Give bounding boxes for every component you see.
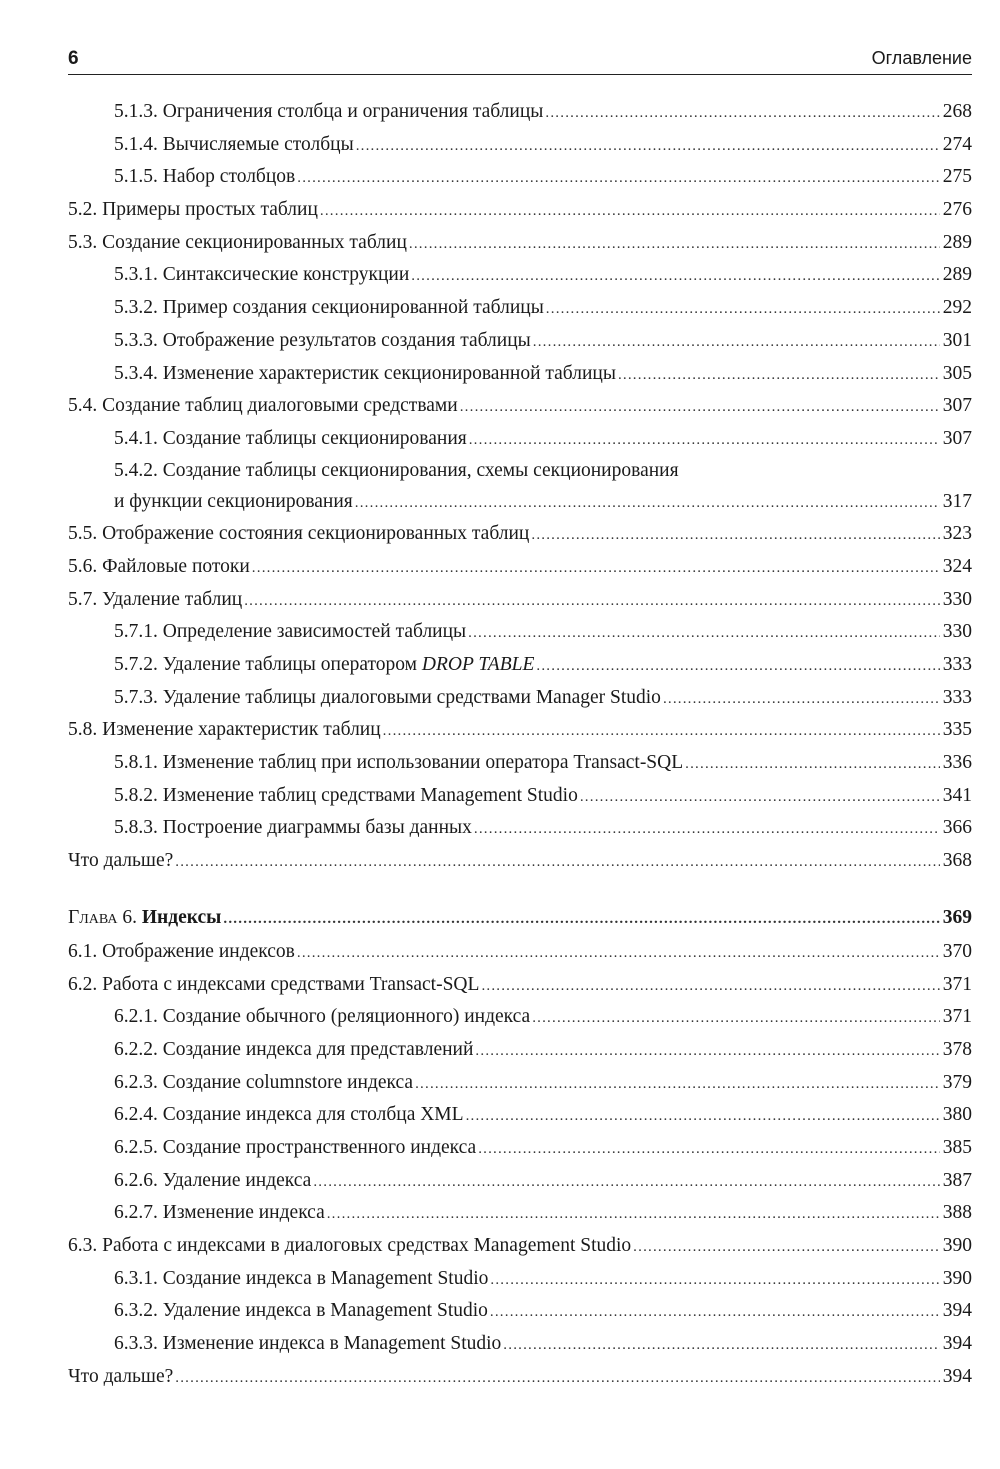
dot-leader xyxy=(490,1264,939,1297)
toc-entry[interactable] xyxy=(68,227,972,260)
dot-leader xyxy=(531,519,939,552)
dot-leader xyxy=(297,162,940,195)
toc-entry-page: 390 xyxy=(942,1235,972,1256)
chapter-title xyxy=(68,900,221,936)
toc-entry-title: 6.3.1. Создание индекса в Management Studio xyxy=(114,1267,489,1289)
toc-entry-title xyxy=(114,649,534,682)
dot-leader xyxy=(580,781,940,814)
toc-entry[interactable] xyxy=(68,551,972,584)
toc-entry-title: 5.7. Удаление таблиц xyxy=(68,588,243,610)
toc-entry[interactable] xyxy=(68,584,972,617)
toc-entry-page: 368 xyxy=(942,850,972,872)
toc-entry-page: 307 xyxy=(942,427,972,449)
toc-entry-title: 5.3. Создание секционированных таблиц xyxy=(68,231,407,253)
toc-entry-title: 6.2.4. Создание индекса для столбца XML xyxy=(114,1104,464,1126)
dot-leader xyxy=(663,683,940,716)
toc-entry-title: 5.7.1. Определение зависимостей таблицы xyxy=(114,621,467,643)
toc-entry-page: 333 xyxy=(942,654,972,675)
toc-entry[interactable] xyxy=(68,292,972,325)
toc-entry-title: 6.2. Работа с индексами средствами Transact-SQL xyxy=(68,973,480,995)
toc-entry-code: DROP TABLE xyxy=(421,654,535,675)
toc-entry[interactable] xyxy=(68,969,972,1002)
toc-entry-title: 5.4.1. Создание таблицы секционирования xyxy=(114,427,467,449)
toc-entry-title: 6.2.7. Изменение индекса xyxy=(114,1202,325,1224)
page-number: 6 xyxy=(68,48,79,69)
toc-entry[interactable] xyxy=(68,1230,972,1263)
dot-leader xyxy=(223,901,939,937)
dot-leader xyxy=(478,1133,940,1166)
dot-leader xyxy=(532,1002,940,1035)
toc-entry[interactable] xyxy=(68,747,972,780)
toc-entry-title-line2: и функции секционирования xyxy=(114,490,353,512)
toc-entry[interactable] xyxy=(68,1328,972,1361)
toc-entry-title: 6.2.6. Удаление индекса xyxy=(114,1169,312,1191)
toc-entry-title: 5.8.1. Изменение таблиц при использовании оператора Transact-SQL xyxy=(114,752,684,774)
toc-entry[interactable] xyxy=(68,1034,972,1067)
toc-entry-title: 5.8.2. Изменение таблиц средствами Management Studio xyxy=(114,784,578,806)
toc-entry-page: 394 xyxy=(942,1365,972,1387)
toc-entry[interactable] xyxy=(68,194,972,227)
dot-leader xyxy=(297,937,940,970)
dot-leader xyxy=(252,552,940,585)
dot-leader xyxy=(327,1198,940,1231)
dot-leader xyxy=(490,1296,940,1329)
toc-entry-page: 307 xyxy=(942,395,972,417)
toc-entry[interactable] xyxy=(68,1099,972,1132)
toc-group-chapter5-c xyxy=(68,682,972,878)
toc-entry-title: 5.4. Создание таблиц диалоговыми средствами xyxy=(68,395,458,417)
toc-entry[interactable] xyxy=(68,936,972,969)
toc-entry-title: Что дальше? xyxy=(68,850,174,872)
toc-entry[interactable] xyxy=(68,518,972,551)
toc-entry[interactable] xyxy=(68,1263,972,1296)
toc-group-chapter5-a xyxy=(68,96,972,456)
toc-group-chapter6 xyxy=(68,936,972,1394)
toc-entry-page: 274 xyxy=(942,133,972,155)
toc-entry-title: 6.2.3. Создание columnstore индекса xyxy=(114,1071,414,1093)
toc-entry-page: 324 xyxy=(942,555,972,577)
dot-leader xyxy=(409,228,940,261)
chapter-name: Индексы xyxy=(141,906,222,928)
dot-leader xyxy=(468,617,940,650)
toc-entry-title: 5.2. Примеры простых таблиц xyxy=(68,199,318,221)
toc-entry-page: 301 xyxy=(942,329,972,351)
toc-entry-title: 6.2.2. Создание индекса для представлений xyxy=(114,1038,474,1060)
toc-entry-page: 292 xyxy=(942,297,972,319)
toc-entry-page: 268 xyxy=(942,101,972,122)
dot-leader xyxy=(475,1035,939,1068)
dot-leader xyxy=(383,715,940,748)
dot-leader xyxy=(481,970,939,1003)
toc-entry[interactable] xyxy=(68,1361,972,1394)
dot-leader xyxy=(313,1166,939,1199)
dot-leader xyxy=(356,130,940,163)
toc-entry-page: 275 xyxy=(942,166,972,188)
toc-entry-title: 5.5. Отображение состояния секционированных таблиц xyxy=(68,523,530,545)
toc-entry-title: 5.1.3. Ограничения столбца и ограничения таблицы xyxy=(114,101,544,122)
toc-entry-title: 6.1. Отображение индексов xyxy=(68,940,295,962)
section-title: Оглавление xyxy=(871,48,972,68)
toc-entry[interactable] xyxy=(68,1001,972,1034)
toc-entry-title: 6.3.3. Изменение индекса в Management Studio xyxy=(114,1333,502,1355)
dot-leader xyxy=(546,293,940,326)
toc-entry-title: 5.7.3. Удаление таблицы диалоговыми средствами Manager Studio xyxy=(114,686,661,708)
dot-leader xyxy=(320,195,940,228)
toc-entry[interactable] xyxy=(68,390,972,423)
toc-entry[interactable] xyxy=(68,161,972,194)
toc-entry[interactable] xyxy=(68,812,972,845)
dot-leader xyxy=(411,260,939,293)
toc-entry-5-4-2[interactable] xyxy=(68,456,972,519)
dot-leader xyxy=(244,585,940,618)
toc-entry[interactable] xyxy=(68,1132,972,1165)
toc-entry-title-text: 5.7.2. Удаление таблицы оператором xyxy=(114,654,422,675)
toc-entry[interactable] xyxy=(68,129,972,162)
dot-leader xyxy=(503,1329,939,1362)
running-header xyxy=(68,48,972,75)
dot-leader xyxy=(474,813,940,846)
toc-entry-page: 371 xyxy=(942,1006,972,1028)
toc-entry-title: 6.3. Работа с индексами в диалоговых средствах Management Studio xyxy=(68,1235,632,1256)
dot-leader xyxy=(466,1100,940,1133)
toc-entry-page: 335 xyxy=(942,719,972,741)
dot-leader xyxy=(469,424,940,457)
toc-entry-page: 323 xyxy=(942,523,972,545)
dot-leader xyxy=(633,1231,940,1264)
toc-entry-page: 390 xyxy=(942,1267,972,1289)
toc-entry-page: 289 xyxy=(942,264,972,286)
toc-entry[interactable] xyxy=(68,1067,972,1100)
dot-leader xyxy=(175,846,939,879)
dot-leader xyxy=(536,650,939,683)
toc-chapter-6[interactable] xyxy=(68,900,972,936)
toc-entry-page: 341 xyxy=(942,784,972,806)
toc-entry-page: 317 xyxy=(942,490,972,512)
toc-entry-page: 379 xyxy=(942,1071,972,1093)
toc-entry-page: 394 xyxy=(942,1333,972,1355)
toc-entry-title: Что дальше? xyxy=(68,1365,174,1387)
toc-group-chapter5-b xyxy=(68,518,972,649)
toc-entry-page: 380 xyxy=(942,1104,972,1126)
dot-leader xyxy=(618,359,940,392)
toc-entry-page: 336 xyxy=(942,752,972,774)
chapter-page: 369 xyxy=(942,906,972,928)
toc-entry[interactable] xyxy=(68,325,972,358)
toc-entry-page: 305 xyxy=(942,362,972,384)
toc-entry-page: 385 xyxy=(942,1136,972,1158)
toc-entry-page: 387 xyxy=(942,1169,972,1191)
toc-entry-title: 5.3.1. Синтаксические конструкции xyxy=(114,264,410,286)
dot-leader xyxy=(355,487,940,520)
toc-entry[interactable] xyxy=(68,96,972,129)
toc-entry-page: 330 xyxy=(942,588,972,610)
toc-entry-title: 5.6. Файловые потоки xyxy=(68,555,250,577)
toc-entry-title: 5.3.3. Отображение результатов создания таблицы xyxy=(114,329,531,351)
toc-entry[interactable] xyxy=(68,780,972,813)
toc-entry-page: 370 xyxy=(942,940,972,962)
toc-entry-title: 5.8.3. Построение диаграммы базы данных xyxy=(114,817,472,839)
toc-entry-title: 6.2.5. Создание пространственного индекса xyxy=(114,1136,477,1158)
toc-entry-page: 378 xyxy=(942,1038,972,1060)
dot-leader xyxy=(460,391,940,424)
dot-leader xyxy=(415,1068,940,1101)
toc-entry[interactable] xyxy=(68,423,972,456)
toc-entry-title: 5.3.2. Пример создания секционированной таблицы xyxy=(114,297,544,319)
toc-entry-page: 366 xyxy=(942,817,972,839)
toc-entry-page: 276 xyxy=(942,199,972,221)
toc-entry[interactable] xyxy=(68,682,972,715)
toc-entry-title: 5.3.4. Изменение характеристик секционированной таблицы xyxy=(114,362,616,384)
toc-entry-page: 371 xyxy=(942,973,972,995)
dot-leader xyxy=(545,97,939,130)
toc-entry[interactable] xyxy=(68,845,972,878)
toc-entry[interactable] xyxy=(68,714,972,747)
toc-entry-title-line1: 5.4.2. Создание таблицы секционирования, схемы секционирования xyxy=(114,459,679,481)
toc-entry-page: 330 xyxy=(942,621,972,643)
toc-entry-title: 5.1.4. Вычисляемые столбцы xyxy=(114,133,354,155)
toc-entry-page: 394 xyxy=(942,1300,972,1322)
dot-leader xyxy=(175,1362,939,1395)
toc-entry[interactable] xyxy=(68,1295,972,1328)
toc-entry-title: 6.3.2. Удаление индекса в Management Studio xyxy=(114,1300,488,1322)
toc-entry-title: 5.8. Изменение характеристик таблиц xyxy=(68,719,381,741)
toc-entry-page: 289 xyxy=(942,231,972,253)
table-of-contents xyxy=(68,96,972,1393)
toc-entry-page: 333 xyxy=(942,686,972,708)
toc-entry-5-7-2[interactable] xyxy=(68,649,972,682)
dot-leader xyxy=(533,326,940,359)
toc-entry-title: 6.2.1. Создание обычного (реляционного) индекса xyxy=(114,1006,531,1028)
toc-entry[interactable] xyxy=(68,1165,972,1198)
toc-entry[interactable] xyxy=(68,1197,972,1230)
toc-entry[interactable] xyxy=(68,259,972,292)
toc-entry[interactable] xyxy=(68,358,972,391)
toc-entry-page: 388 xyxy=(942,1202,972,1224)
toc-entry[interactable] xyxy=(68,616,972,649)
toc-entry-title: 5.1.5. Набор столбцов xyxy=(114,166,296,188)
dot-leader xyxy=(685,748,940,781)
chapter-prefix: Глава 6. xyxy=(68,906,142,928)
